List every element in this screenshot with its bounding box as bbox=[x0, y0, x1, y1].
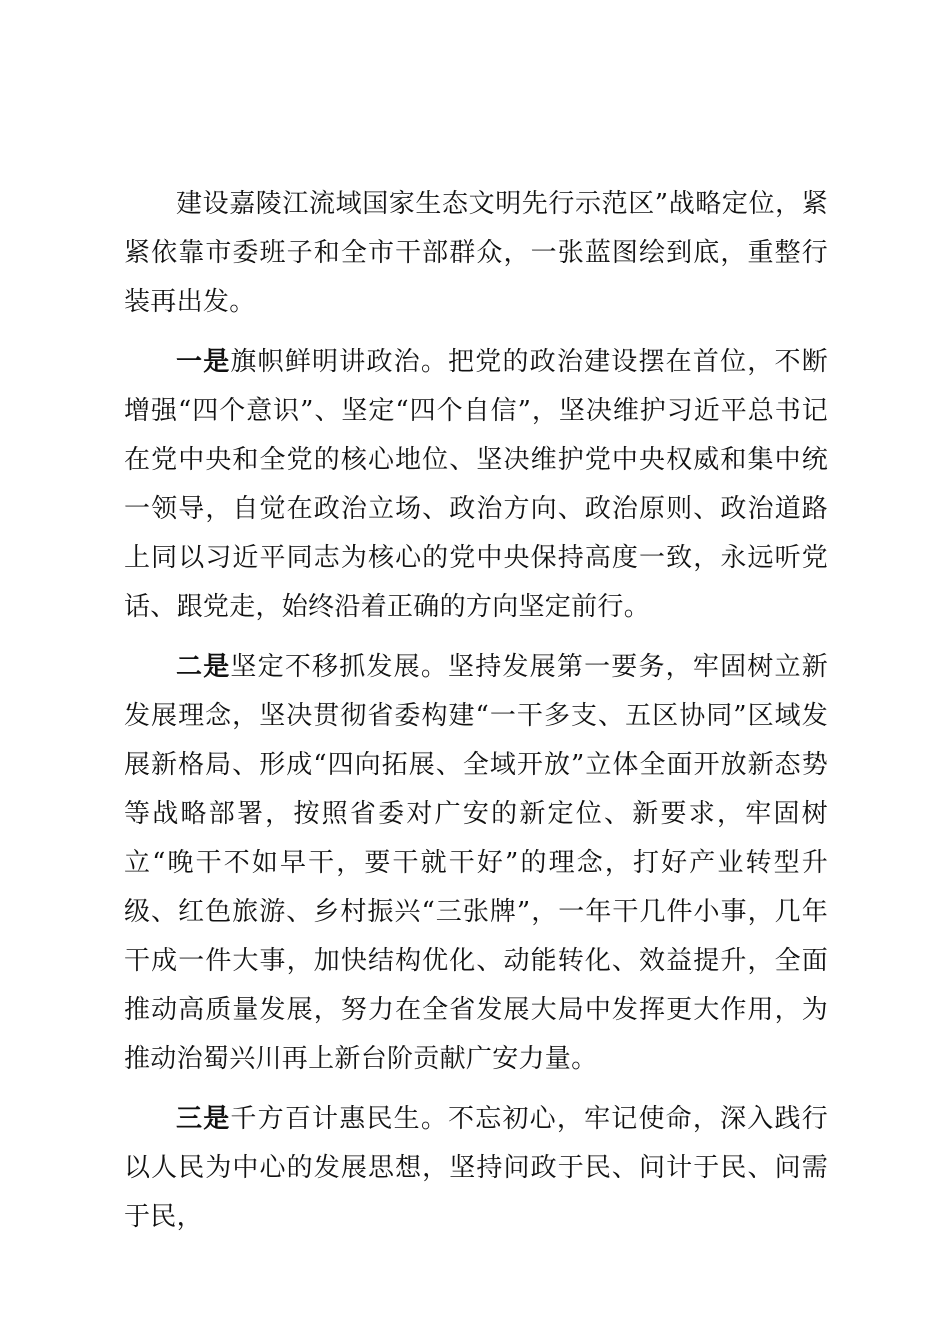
paragraph-text: 千方百计惠民生。不忘初心，牢记使命，深入践行以人民为中心的发展思想，坚持问政于民、问计于民、问需于民， bbox=[124, 1104, 828, 1232]
paragraph-lead: 二是 bbox=[176, 652, 231, 682]
paragraph-politics bbox=[124, 338, 828, 632]
paragraph-text: 建设嘉陵江流域国家生态文明先行示范区”战略定位，紧紧依靠市委班子和全市干部群众，一张蓝图绘到底，重整行装再出发。 bbox=[124, 189, 828, 317]
paragraph-lead: 一是 bbox=[176, 347, 231, 377]
paragraph-text: 坚定不移抓发展。坚持发展第一要务，牢固树立新发展理念，坚决贯彻省委构建“一干多支、五区协同”区域发展新格局、形成“四向拓展、全域开放”立体全面开放新态势等战略部署，按照省委对广安的新定位、新要求，牢固树立“晚干不如早干，要干就干好”的理念，打好产业转型升级、红色旅游、乡村振兴“三张牌”，一年干几件小事，几年干成一件大事，加快结构优化、动能转化、效益提升，全面推动高质量发展，努力在全省发展大局中发挥更大作用，为推动治蜀兴川再上新台阶贡献广安力量。 bbox=[124, 652, 828, 1074]
document-body bbox=[124, 180, 828, 1242]
paragraph-development bbox=[124, 643, 828, 1084]
paragraph-livelihood bbox=[124, 1095, 828, 1242]
paragraph-text: 旗帜鲜明讲政治。把党的政治建设摆在首位，不断增强“四个意识”、坚定“四个自信”，坚决维护习近平总书记在党中央和全党的核心地位、坚决维护党中央权威和集中统一领导，自觉在政治立场、政治方向、政治原则、政治道路上同以习近平同志为核心的党中央保持高度一致，永远听党话、跟党走，始终沿着正确的方向坚定前行。 bbox=[124, 347, 828, 622]
paragraph-intro bbox=[124, 180, 828, 327]
paragraph-lead: 三是 bbox=[176, 1104, 231, 1134]
